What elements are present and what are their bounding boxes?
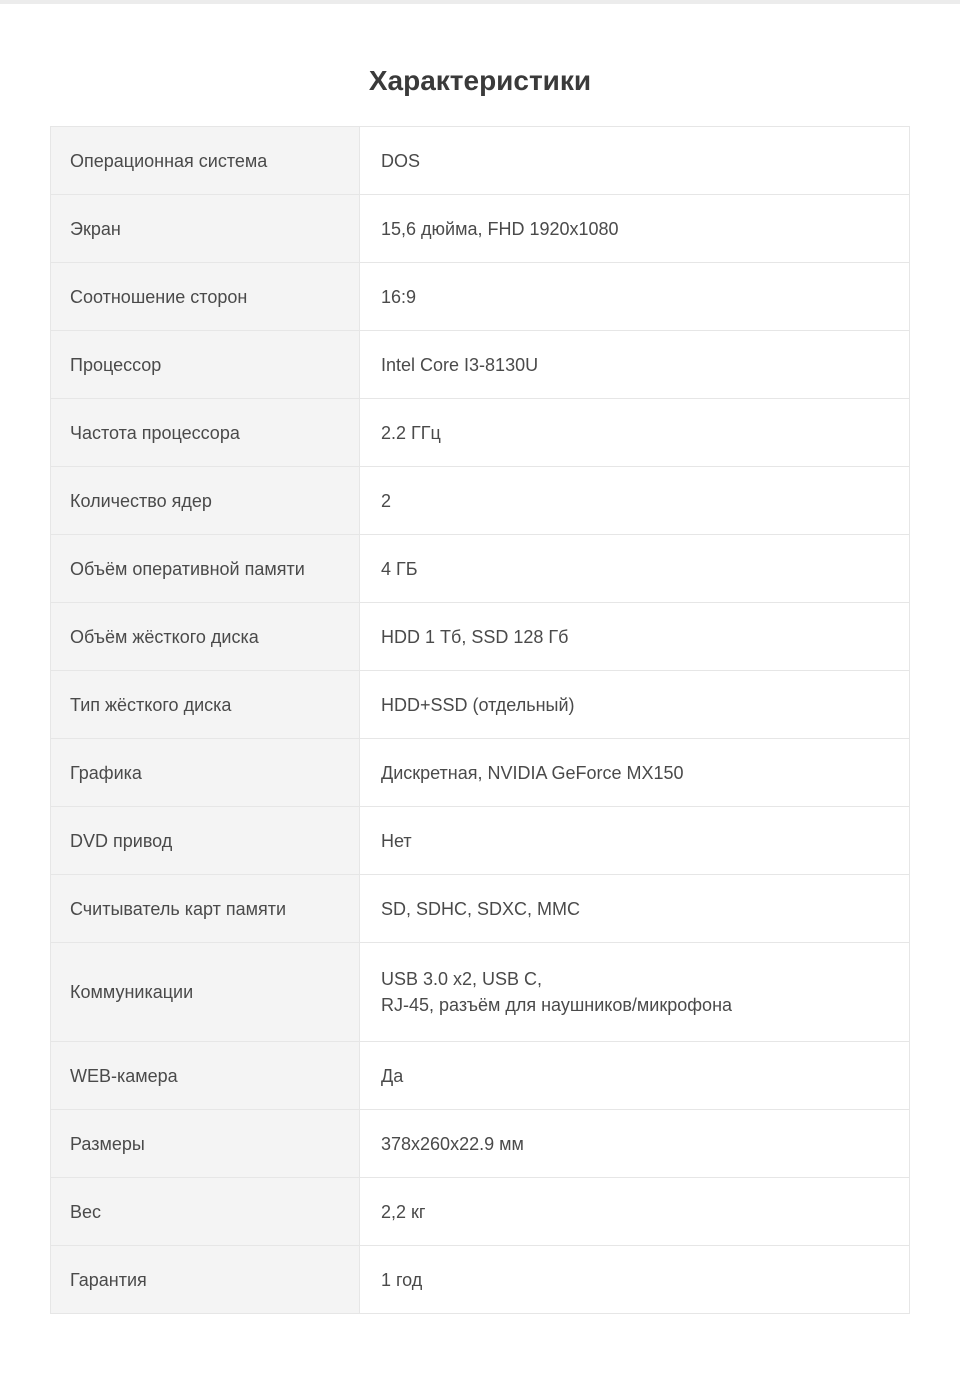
spec-label: Гарантия [51,1246,360,1314]
spec-value [360,1110,910,1178]
spec-value [360,671,910,739]
spec-row [51,331,910,399]
spec-value-line: Нет [381,830,412,851]
spec-value [360,535,910,603]
spec-value-line: USB 3.0 x2, USB C, [381,969,543,989]
spec-label: Объём жёсткого диска [51,603,360,671]
top-divider [0,0,960,4]
spec-row [51,399,910,467]
spec-value [360,263,910,331]
spec-value-line: 16:9 [381,286,417,307]
spec-table [50,126,910,1314]
spec-value-line: SD, SDHC, SDXC, MMC [381,898,581,919]
spec-value-line: Дискретная, NVIDIA GeForce MX150 [381,762,684,783]
spec-value [360,739,910,807]
spec-value [360,399,910,467]
spec-row [51,943,910,1042]
spec-label: DVD привод [51,807,360,875]
spec-label: Считыватель карт памяти [51,875,360,943]
spec-label: Графика [51,739,360,807]
spec-value-line: 4 ГБ [381,558,418,579]
spec-row [51,671,910,739]
spec-label: Частота процессора [51,399,360,467]
spec-row [51,1042,910,1110]
spec-label: Размеры [51,1110,360,1178]
spec-label: Операционная система [51,127,360,195]
spec-row [51,467,910,535]
spec-row [51,1110,910,1178]
spec-table-body [51,127,910,1314]
spec-row [51,603,910,671]
spec-row [51,263,910,331]
spec-label: Тип жёсткого диска [51,671,360,739]
spec-value [360,875,910,943]
spec-row [51,807,910,875]
spec-label: Количество ядер [51,467,360,535]
spec-value-line: HDD+SSD (отдельный) [381,694,575,715]
spec-value [360,467,910,535]
spec-row [51,195,910,263]
spec-label: Процессор [51,331,360,399]
spec-value [360,807,910,875]
spec-label: Коммуникации [51,943,360,1042]
spec-label: Экран [51,195,360,263]
spec-row [51,875,910,943]
spec-value-line: 378x260x22.9 мм [381,1133,524,1154]
spec-label: Соотношение сторон [51,263,360,331]
spec-value-line: Intel Core I3-8130U [381,354,539,375]
spec-value-line: RJ-45, разъём для наушников/микрофона [381,995,733,1015]
spec-value [360,1042,910,1110]
spec-label: WEB-камера [51,1042,360,1110]
spec-value-line: Да [381,1065,404,1086]
spec-row [51,1178,910,1246]
spec-value-line: HDD 1 Тб, SSD 128 Гб [381,626,569,647]
spec-value-line: 2,2 кг [381,1201,426,1222]
spec-value-line: 15,6 дюйма, FHD 1920x1080 [381,218,619,239]
spec-value-line: 2.2 ГГц [381,422,441,443]
spec-row [51,739,910,807]
spec-row [51,1246,910,1314]
page-title: Характеристики [368,64,592,96]
spec-value [360,1246,910,1314]
spec-value [360,1178,910,1246]
spec-value [360,127,910,195]
spec-label: Объём оперативной памяти [51,535,360,603]
spec-row [51,127,910,195]
spec-value-line: 1 год [381,1269,423,1290]
spec-value [360,195,910,263]
spec-label: Вес [51,1178,360,1246]
spec-row [51,535,910,603]
spec-value [360,943,910,1042]
spec-value [360,331,910,399]
spec-value-line: 2 [381,490,392,511]
spec-value [360,603,910,671]
spec-value-line: DOS [381,150,421,171]
